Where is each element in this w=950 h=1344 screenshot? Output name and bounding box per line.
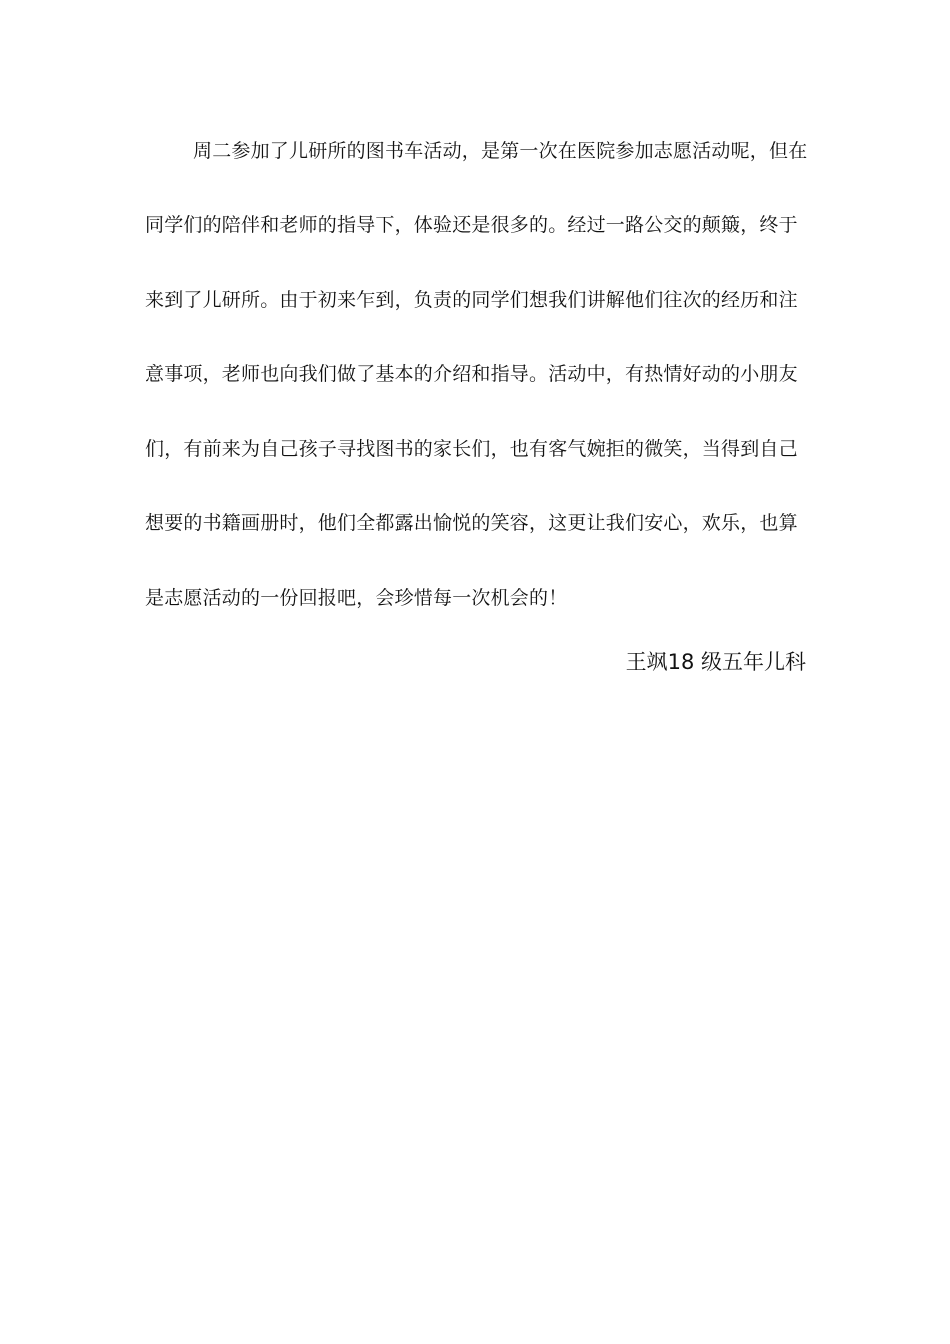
paragraph-line-6: 想要的书籍画册时，他们全都露出愉悦的笑容，这更让我们安心，欢乐，也算 xyxy=(145,512,798,534)
paragraph-line-5: 们，有前来为自己孩子寻找图书的家长们，也有客气婉拒的微笑，当得到自己 xyxy=(145,438,798,460)
paragraph-line-4: 意事项，老师也向我们做了基本的介绍和指导。活动中，有热情好动的小朋友 xyxy=(145,363,798,385)
paragraph-line-1: 周二参加了儿研所的图书车活动，是第一次在医院参加志愿活动呢，但在 xyxy=(193,140,808,162)
paragraph-line-3: 来到了儿研所。由于初来乍到，负责的同学们想我们讲解他们往次的经历和注 xyxy=(145,289,798,311)
paragraph-line-2: 同学们的陪伴和老师的指导下，体验还是很多的。经过一路公交的颠簸，终于 xyxy=(145,214,798,236)
author-signature: 王飒18 级五年儿科 xyxy=(625,650,806,674)
paragraph-line-7: 是志愿活动的一份回报吧，会珍惜每一次机会的！ xyxy=(145,587,568,609)
